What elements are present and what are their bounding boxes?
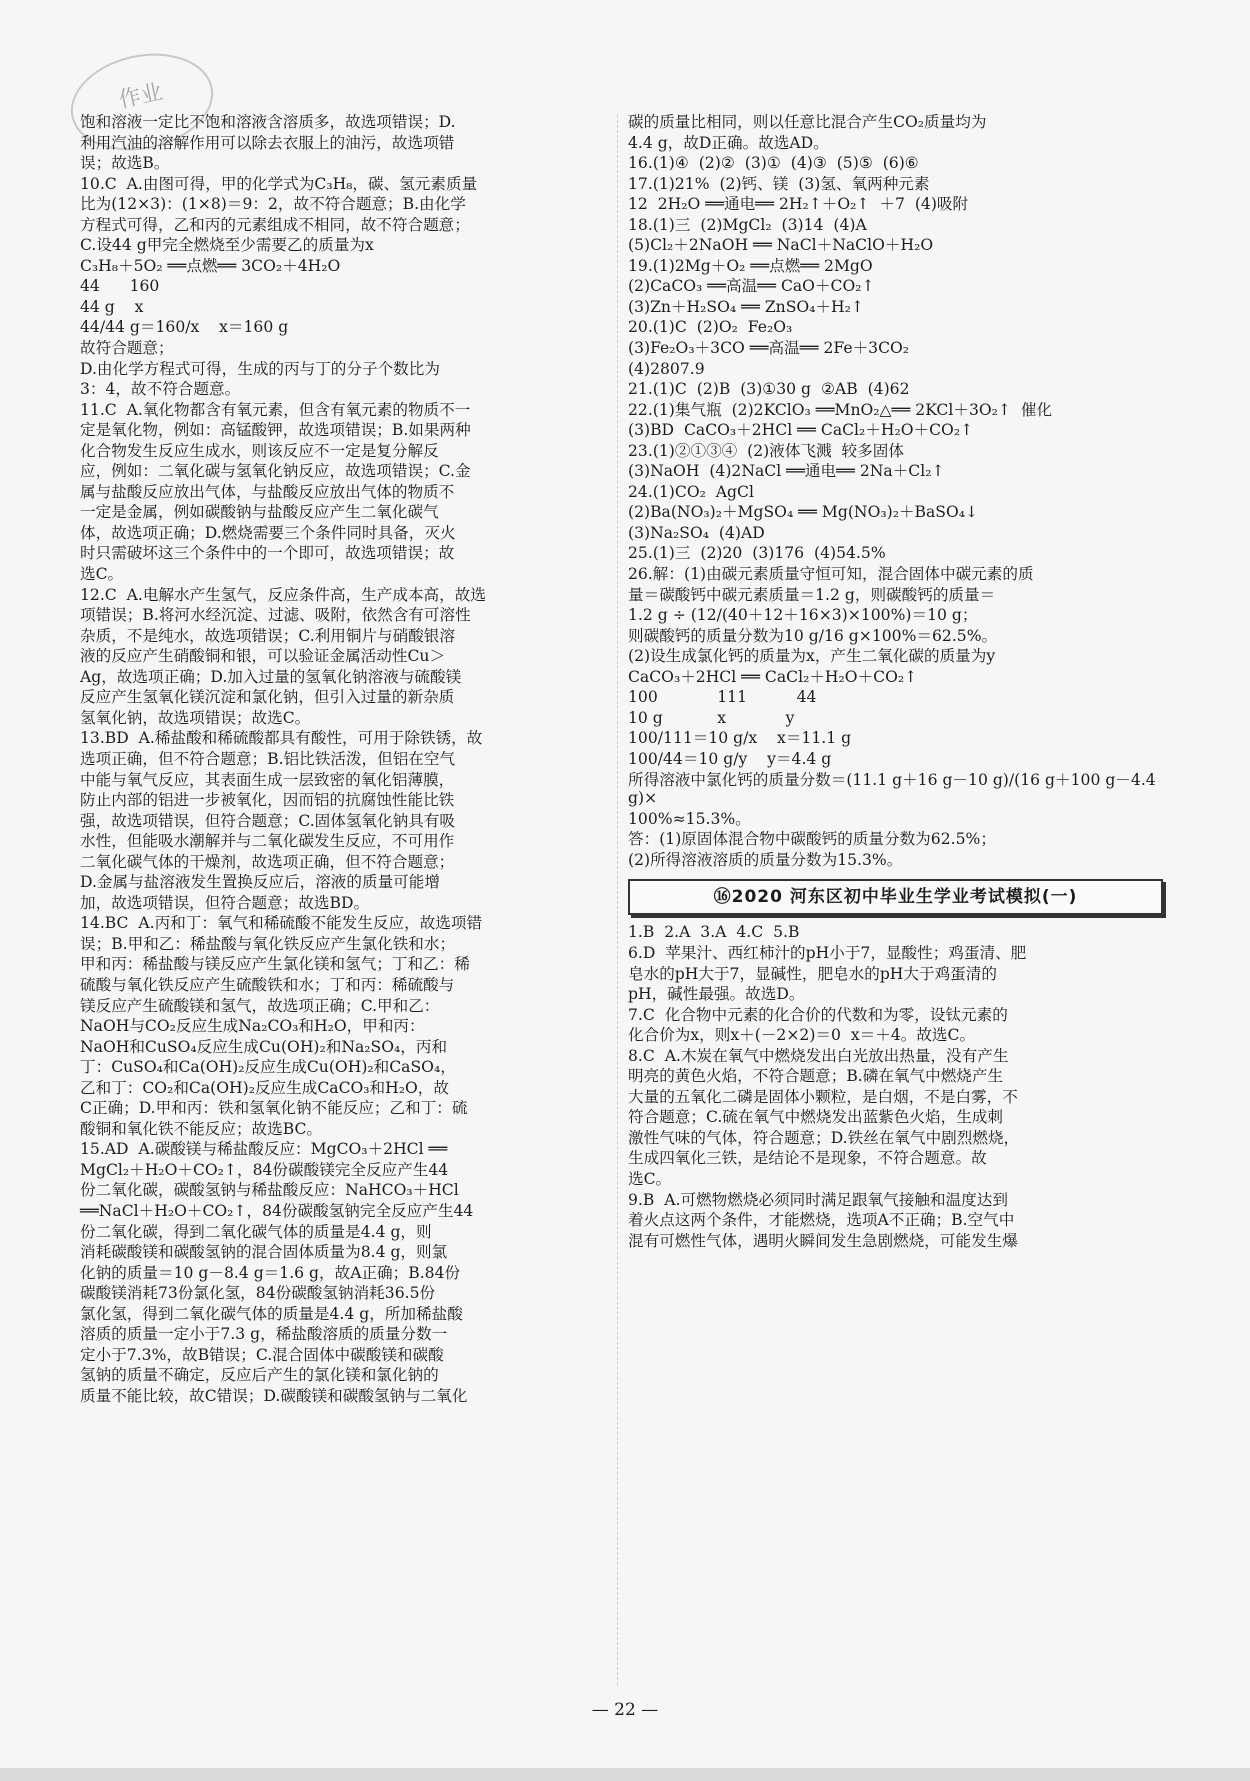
left-column [80,113,615,1407]
text-line: (2)所得溶液溶质的质量分数为15.3%。 [628,850,903,869]
text-line: 25.(1)三 (2)20 (3)176 (4)54.5% [628,544,886,563]
text-line: 定小于7.3%，故B错误；C.混合固体中碳酸镁和碳酸 [80,1345,444,1364]
text-line: 激性气味的气体，符合题意；D.铁丝在氧气中剧烈燃烧， [628,1128,1020,1147]
text-line: 26.解：(1)由碳元素质量守恒可知，混合固体中碳元素的质 [628,565,1034,584]
text-line: 答：(1)原固体混合物中碳酸钙的质量分数为62.5%； [628,830,996,849]
text-line: D.由化学方程式可得，生成的丙与丁的分子个数比为 [80,359,440,378]
text-line: 18.(1)三 (2)MgCl₂ (3)14 (4)A [628,215,867,234]
text-line: (3)Fe₂O₃＋3CO ══高温══ 2Fe＋3CO₂ [628,339,910,358]
text-line: C.设44 g甲完全燃烧至少需要乙的质量为x [80,236,374,255]
text-line: 碳酸镁消耗73份氯化氢，84份碳酸氢钠消耗36.5份 [80,1284,436,1303]
text-line: 1.B 2.A 3.A 4.C 5.B [628,923,800,942]
text-line: 选C。 [80,565,124,584]
text-line: C₃H₈＋5O₂ ══点燃══ 3CO₂＋4H₂O [80,256,341,275]
text-line: (4)2807.9 [628,359,705,378]
text-line: 化合价为x，则x＋(－2×2)＝0 x＝＋4。故选C。 [628,1026,976,1045]
text-line: 44 160 [80,277,160,296]
text-line: (3)Zn＋H₂SO₄ ══ ZnSO₄＋H₂↑ [628,297,864,316]
text-line: 100 111 44 [628,688,817,707]
text-line: NaOH和CuSO₄反应生成Cu(OH)₂和Na₂SO₄，丙和 [80,1037,448,1056]
text-line: 硫酸与氧化铁反应产生硫酸铁和水；丁和丙：稀硫酸与 [80,975,455,994]
text-line: 属与盐酸反应放出气体，与盐酸反应放出气体的物质不 [80,482,455,501]
text-line: 生成四氧化三铁，是结论不是现象，不符合题意。故 [628,1149,987,1168]
text-line: 反应产生氢氧化镁沉淀和氯化钠，但引入过量的新杂质 [80,688,455,707]
text-line: 强，故选项错误，但符合题意；C.固体氢氧化钠具有吸 [80,811,455,830]
text-line: 氢氧化钠，故选项错误；故选C。 [80,708,311,727]
text-line: MgCl₂＋H₂O＋CO₂↑，84份碳酸镁完全反应产生44 [80,1160,449,1179]
text-line: 选项正确，但不符合题意；B.铝比铁活泼，但铝在空气 [80,749,456,768]
text-line: 误；B.甲和乙：稀盐酸与氧化铁反应产生氯化铁和水； [80,934,456,953]
text-line: 选C。 [628,1170,672,1189]
text-line: 19.(1)2Mg＋O₂ ══点燃══ 2MgO [628,256,873,275]
right-column-answers [628,113,1163,869]
text-line: pH，碱性最强。故选D。 [628,985,805,1004]
text-line: 化合物发生反应生成水，则该反应不一定是复分解反 [80,441,439,460]
text-line: 100/111＝10 g/x x＝11.1 g [628,729,852,748]
text-line: 液的反应产生硝酸铜和银，可以验证金属活动性Cu＞ [80,647,446,666]
text-line: (2)Ba(NO₃)₂＋MgSO₄ ══ Mg(NO₃)₂＋BaSO₄↓ [628,503,979,522]
text-line: 甲和丙：稀盐酸与镁反应产生氯化镁和氢气；丁和乙：稀 [80,955,470,974]
text-line: 皂水的pH大于7，显碱性，肥皂水的pH大于鸡蛋清的 [628,964,997,983]
text-line: 丁：CuSO₄和Ca(OH)₂反应生成Cu(OH)₂和CaSO₄， [80,1058,456,1077]
homework-stamp: 作业 [62,41,222,163]
text-line: 则碳酸钙的质量分数为10 g/16 g×100%＝62.5%。 [628,626,998,645]
text-line: 时只需破坏这三个条件中的一个即可，故选项错误；故 [80,544,455,563]
text-line: 体，故选项正确；D.燃烧需要三个条件同时具备，灭火 [80,523,456,542]
text-line: 8.C A.木炭在氧气中燃烧发出白光放出热量，没有产生 [628,1046,1009,1065]
text-line: 22.(1)集气瓶 (2)2KClO₃ ══MnO₂△══ 2KCl＋3O₂↑ 催化 [628,400,1053,419]
text-line: 100/44＝10 g/y y＝4.4 g [628,749,832,768]
text-line: 17.(1)21% (2)钙、镁 (3)氢、氧两种元素 [628,174,930,193]
text-line: 12.C A.电解水产生氢气，反应条件高，生产成本高，故选 [80,585,486,604]
text-line: 误；故选B。 [80,154,170,173]
text-line: 12 2H₂O ══通电══ 2H₂↑＋O₂↑ ＋7 (4)吸附 [628,195,969,214]
text-line: D.金属与盐溶液发生置换反应后，溶液的质量可能增 [80,873,440,892]
text-line: (2)设生成氯化钙的质量为x，产生二氧化碳的质量为y [628,647,996,666]
text-line: 镁反应产生硫酸镁和氢气，故选项正确；C.甲和乙： [80,996,440,1015]
text-line: 氯化氢，得到二氧化碳气体的质量是4.4 g，所加稀盐酸 [80,1304,463,1323]
text-line: 化钠的质量＝10 g－8.4 g＝1.6 g，故A正确；B.84份 [80,1263,461,1282]
text-line: 方程式可得，乙和丙的元素组成不相同，故不符合题意； [80,215,470,234]
text-line: 10.C A.由图可得，甲的化学式为C₃H₈，碳、氢元素质量 [80,174,478,193]
text-line: 份二氧化碳，碳酸氢钠与稀盐酸反应：NaHCO₃＋HCl [80,1181,459,1200]
text-line: ══NaCl＋H₂O＋CO₂↑，84份碳酸氢钠完全反应产生44 [80,1201,474,1220]
text-line: 氢钠的质量不确定，反应后产生的氯化镁和氯化钠的 [80,1366,439,1385]
text-line: 所得溶液中氯化钙的质量分数＝(11.1 g＋16 g－10 g)/(16 g＋100 g－4.4 g)× [628,770,1161,808]
text-line: (3)Na₂SO₄ (4)AD [628,523,765,542]
text-line: (2)CaCO₃ ══高温══ CaO＋CO₂↑ [628,277,875,296]
text-line: 9.B A.可燃物燃烧必须同时满足跟氧气接触和温度达到 [628,1190,1008,1209]
text-line: 份二氧化碳，得到二氧化碳气体的质量是4.4 g，则 [80,1222,432,1241]
text-line: 杂质，不是纯水，故选项错误；C.利用铜片与硝酸银溶 [80,626,455,645]
right-column-next-section [628,923,1163,1250]
text-line: 水性，但能吸水潮解并与二氧化碳发生反应，不可用作 [80,832,455,851]
text-line: Ag，故选项正确；D.加入过量的氢氧化钠溶液与硫酸镁 [80,667,462,686]
text-line: 21.(1)C (2)B (3)①30 g ②AB (4)62 [628,380,910,399]
text-line: 应，例如：二氧化碳与氢氧化钠反应，故选项错误；C.金 [80,462,471,481]
text-line: 6.D 苹果汁、西红柿汁的pH小于7，显酸性；鸡蛋清、肥 [628,944,1027,962]
text-line: 质量不能比较，故C错误；D.碳酸镁和碳酸氢钠与二氧化 [80,1386,468,1405]
text-line: 20.(1)C (2)O₂ Fe₂O₃ [628,318,793,337]
text-line: 量＝碳酸钙中碳元素质量＝1.2 g，则碳酸钙的质量＝ [628,585,996,604]
text-line: 24.(1)CO₂ AgCl [628,482,754,501]
text-line: (5)Cl₂＋2NaOH ══ NaCl＋NaClO＋H₂O [628,236,934,255]
text-line: 11.C A.氧化物都含有氧元素，但含有氧元素的物质不一 [80,400,471,419]
text-line: 饱和溶液一定比不饱和溶液含溶质多，故选项错误；D. [80,113,456,131]
text-line: 乙和丁：CO₂和Ca(OH)₂反应生成CaCO₃和H₂O，故 [80,1078,449,1097]
text-line: 中能与氧气反应，其表面生成一层致密的氧化铝薄膜， [80,770,455,789]
text-line: CaCO₃＋2HCl ══ CaCl₂＋H₂O＋CO₂↑ [628,667,918,686]
text-line: 加，故选项错误，但符合题意；故选BD。 [80,893,370,912]
text-line: 项错误；B.将河水经沉淀、过滤、吸附，依然含有可溶性 [80,606,471,625]
text-line: 1.2 g ÷ (12/(40＋12＋16×3)×100%)＝10 g； [628,606,978,625]
text-line: 定是氧化物，例如：高锰酸钾，故选项错误；B.如果两种 [80,421,471,440]
text-line: 碳的质量比相同，则以任意比混合产生CO₂质量均为 [628,113,987,131]
text-line: 溶质的质量一定小于7.3 g，稀盐酸溶质的质量分数一 [80,1325,448,1344]
text-line: 23.(1)②①③④ (2)液体飞溅 较多固体 [628,441,904,460]
text-line: NaOH与CO₂反应生成Na₂CO₃和H₂O，甲和丙： [80,1017,425,1036]
text-line: 14.BC A.丙和丁：氧气和稀硫酸不能发生反应，故选项错 [80,914,483,933]
text-line: 16.(1)④ (2)② (3)① (4)③ (5)⑤ (6)⑥ [628,154,919,173]
text-line: 明亮的黄色火焰，不符合题意；B.磷在氧气中燃烧产生 [628,1067,1004,1086]
section-banner: ⑯2020 河东区初中毕业生学业考试模拟(一) [628,879,1163,915]
text-line: 3：4，故不符合题意。 [80,380,241,399]
text-line: 44/44 g＝160/x x＝160 g [80,318,289,337]
text-line: 一定是金属，例如碳酸钠与盐酸反应产生二氧化碳气 [80,503,439,522]
text-line: 着火点这两个条件，才能燃烧，选项A不正确；B.空气中 [628,1211,1015,1230]
text-line: 7.C 化合物中元素的化合价的代数和为零，设钛元素的 [628,1005,1008,1024]
scan-edge [0,1768,1250,1781]
text-line: 100%≈15.3%。 [628,809,751,828]
text-line: 利用汽油的溶解作用可以除去衣服上的油污，故选项错 [80,133,455,152]
column-divider [617,115,618,1685]
text-line: 混有可燃性气体，遇明火瞬间发生急剧燃烧，可能发生爆 [628,1231,1018,1250]
text-line: 酸铜和氧化铁不能反应；故选BC。 [80,1119,322,1138]
text-line: 比为(12×3)：(1×8)＝9：2，故不符合题意；B.由化学 [80,195,466,214]
text-line: C正确；D.甲和丙：铁和氢氧化钠不能反应；乙和丁：硫 [80,1099,468,1118]
text-line: 符合题意；C.硫在氧气中燃烧发出蓝紫色火焰，生成刺 [628,1108,1003,1127]
right-column [628,113,1163,1252]
page-number: — 22 — [591,1700,659,1720]
text-line: 二氧化碳气体的干燥剂，故选项正确，但不符合题意； [80,852,455,871]
text-line: 44 g x [80,297,144,316]
text-line: 消耗碳酸镁和碳酸氢钠的混合固体质量为8.4 g，则氯 [80,1243,448,1262]
text-line: 故符合题意； [80,339,174,358]
text-line: (3)BD CaCO₃＋2HCl ══ CaCl₂＋H₂O＋CO₂↑ [628,421,974,440]
text-line: 大量的五氧化二磷是固体小颗粒，是白烟，不是白雾，不 [628,1087,1018,1106]
text-line: 防止内部的铝进一步被氧化，因而铝的抗腐蚀性能比铁 [80,791,455,810]
text-line: 4.4 g，故D正确。故选AD。 [628,133,829,152]
text-line: 15.AD A.碳酸镁与稀盐酸反应：MgCO₃＋2HCl ══ [80,1140,448,1159]
text-line: 13.BD A.稀盐酸和稀硫酸都具有酸性，可用于除铁锈，故 [80,729,483,748]
text-line: 10 g x y [628,708,795,727]
text-line: (3)NaOH (4)2NaCl ══通电══ 2Na＋Cl₂↑ [628,462,945,481]
